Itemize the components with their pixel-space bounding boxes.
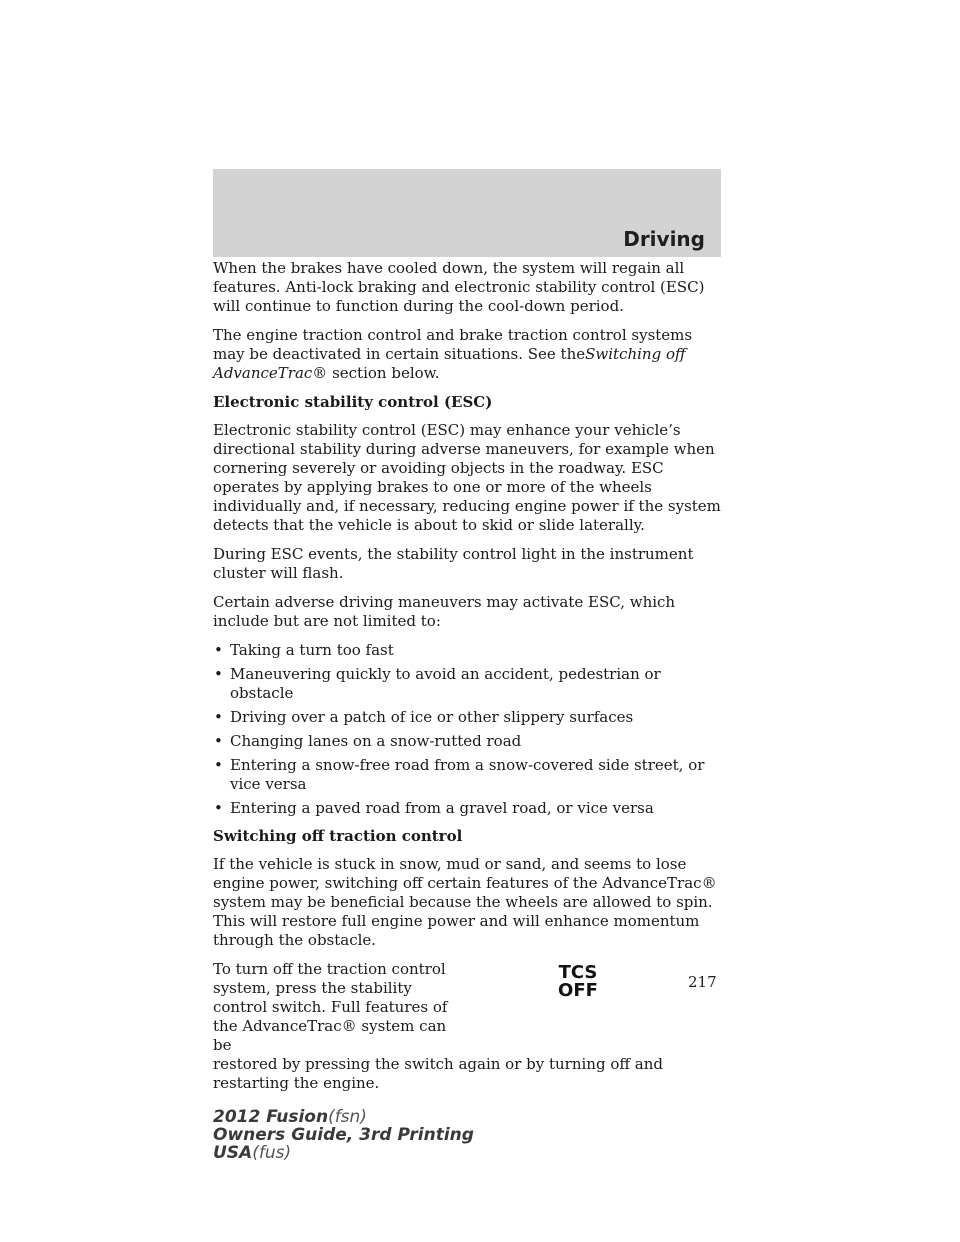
bullet-icon: •	[214, 799, 223, 817]
footer-line-region: USA(fus)	[213, 1143, 292, 1163]
section-title: Driving	[623, 227, 705, 251]
tcs-off-icon	[549, 964, 607, 1000]
maneuver-list	[213, 641, 728, 818]
tcs-icon-line1: TCS	[558, 962, 598, 983]
page-number: 217	[688, 973, 717, 991]
heading-esc: Electronic stability control (ESC)	[213, 393, 493, 411]
footer-line-model: 2012 Fusion(fsn)	[213, 1107, 367, 1127]
heading-traction-control: Switching off traction control	[213, 827, 463, 845]
list-item: • Entering a snow-free road from a snow-covered side street, or vice versa	[214, 756, 705, 793]
tcs-icon-line2: OFF	[558, 980, 598, 1001]
tcs-instruction-block	[213, 960, 728, 1093]
document-footer	[213, 1108, 474, 1162]
paragraph-esc-light: During ESC events, the stability control light in the instrument cluster will flash.	[213, 545, 694, 582]
list-item: • Taking a turn too fast	[214, 641, 394, 659]
page-body	[213, 259, 728, 1093]
cross-reference-link: Switching off AdvanceTrac®	[213, 345, 686, 382]
list-item: • Maneuvering quickly to avoid an accident, pedestrian or obstacle	[214, 665, 661, 702]
paragraph-turn-off-narrow: To turn off the traction control system, press the stability control switch. Full features of the AdvanceTrac® system can be	[213, 960, 448, 1054]
paragraph-deactivation: The engine traction control and brake traction control systems may be deactivated in certain situations. See theSwitching off AdvanceTrac® section below.	[213, 326, 693, 382]
bullet-icon: •	[214, 708, 223, 726]
bullet-icon: •	[214, 641, 223, 659]
list-item: • Entering a paved road from a gravel road, or vice versa	[214, 799, 654, 817]
bullet-icon: •	[214, 732, 223, 750]
paragraph-cooldown: When the brakes have cooled down, the system will regain all features. Anti-lock braking and electronic stability control (ESC) will continue to function during the cool-down period.	[213, 259, 705, 315]
paragraph-stuck-vehicle: If the vehicle is stuck in snow, mud or sand, and seems to lose engine power, switching off certain features of the AdvanceTrac® system may be beneficial because the wheels are allowed to spin. This will restore full engine power and will enhance momentum through the obstacle.	[213, 855, 717, 949]
paragraph-esc-maneuvers: Certain adverse driving maneuvers may activate ESC, which include but are not limited to:	[213, 593, 676, 630]
list-item: • Driving over a patch of ice or other slippery surfaces	[214, 708, 634, 726]
bullet-icon: •	[214, 756, 223, 774]
footer-line-printing: Owners Guide, 3rd Printing	[213, 1125, 474, 1145]
paragraph-esc-description: Electronic stability control (ESC) may enhance your vehicle’s directional stability during adverse maneuvers, for example when cornering severely or avoiding objects in the roadway. ESC operates by applying brakes to one or more of the wheels individually and, if necessary, reducing engine power if the system detects that the vehicle is about to skid or slide laterally.	[213, 421, 721, 534]
paragraph-turn-off-rest: restored by pressing the switch again or by turning off and restarting the engine.	[213, 1055, 663, 1092]
bullet-icon: •	[214, 665, 223, 683]
list-item: • Changing lanes on a snow-rutted road	[214, 732, 522, 750]
section-header-band	[213, 169, 721, 257]
